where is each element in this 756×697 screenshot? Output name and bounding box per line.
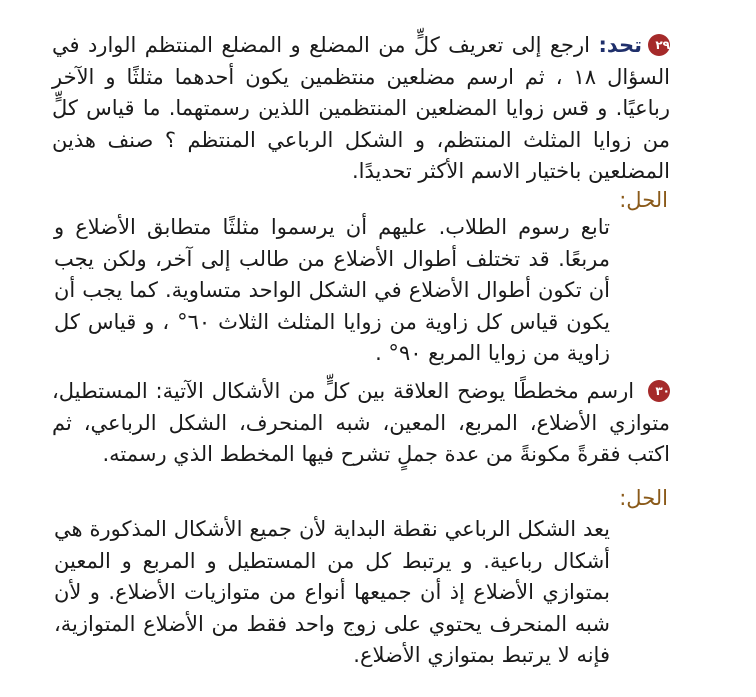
question-30-text-block [52,376,670,471]
question-30 [52,376,670,471]
solution-label: الحل: [619,486,668,510]
solution-label: الحل: [619,188,668,212]
challenge-label: تحد: [598,33,642,57]
solution-29 [54,212,610,370]
question-number-badge: ٢٩ [648,34,670,56]
solution-30-text: يعد الشكل الرباعي نقطة البداية لأن جميع الأشكال المذكورة هي أشكال رباعية. و يرتبط كل من المستطيل و المربع و المعين بمتوازي الأضلاع إذ أن جميعها أنواع من متوازيات الأضلاع. و لأن شبه المنحرف يحتوي على زوج واحد فقط من الأضلاع المتوازية، فإنه لا يرتبط بمتوازي الأضلاع. [54,517,610,667]
question-29-text: ارجع إلى تعريف كلٍّ من المضلع و المضلع المنتظم الوارد في السؤال ١٨ ، ثم ارسم مضلعين منتظمين يكون أحدهما مثلثًا و الآخر رباعيًا. و قس زوايا المضلعين المنتظمين اللذين رسمتهما. ما قياس كلٍّ من زوايا المثلث المنتظم، و الشكل الرباعي المنتظم ؟ صنف هذين المضلعين باختيار الاسم الأكثر تحديدًا. [52,33,670,183]
question-29-text-block [52,30,670,188]
question-number-badge: ٣٠ [648,380,670,402]
solution-29-text: تابع رسوم الطلاب. عليهم أن يرسموا مثلثًا متطابق الأضلاع و مربعًا. قد تختلف أطوال الأضلاع من طالب إلى آخر، ولكن يجب أن تكون أطوال الأضلاع في الشكل الواحد متساوية. كما يجب أن يكون قياس كل زاوية من زوايا المثلث الثلاث ٦٠° ، و قياس كل زاوية من زوايا المربع ٩٠° . [54,215,610,365]
question-29 [52,30,670,188]
solution-30 [54,514,610,672]
question-30-text: ارسم مخططًا يوضح العلاقة بين كلٍّ من الأشكال الآتية: المستطيل، متوازي الأضلاع، المربع، المعين، شبه المنحرف، الشكل الرباعي، ثم اكتب فقرةً مكونةً من عدة جملٍ تشرح فيها المخطط الذي رسمته. [52,379,670,466]
